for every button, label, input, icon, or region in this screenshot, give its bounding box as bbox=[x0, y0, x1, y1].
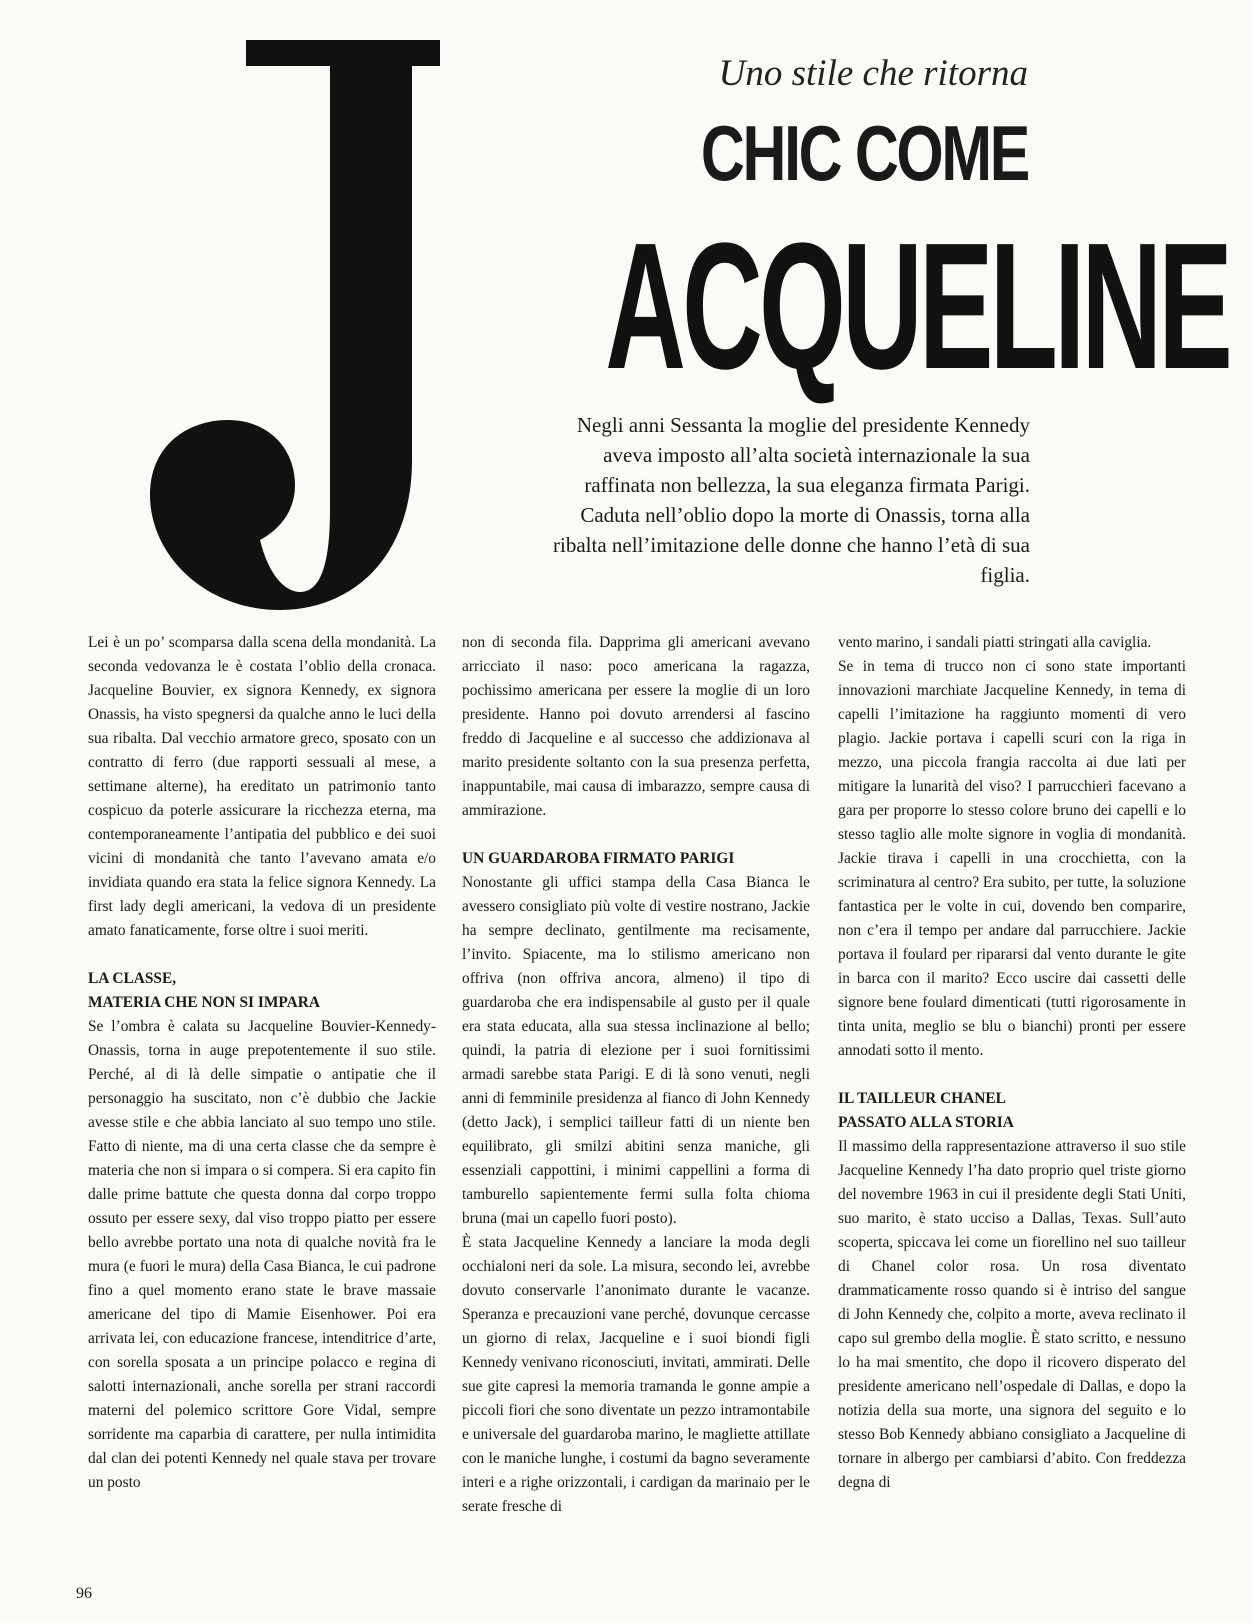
paragraph: Il massimo della rappresentazione attraverso il suo stile Jacqueline Kennedy l’ha dato proprio quel triste giorno del novembre 1963 in cui il presidente degli Stati Uniti, suo marito, è stato ucciso a Dallas, Texas. Sull’auto scoperta, spiccava lei come un fiorellino nel suo tailleur di Chanel color rosa. Un rosa diventato drammaticamente rosso quando si è intriso del sangue di John Kennedy che, colpito a morte, aveva reclinato il capo sul grembo della moglie. È stato scritto, e nessuno lo ha mai smentito, che dopo il ricovero disperato del presidente americano nell’ospedale di Dallas, e dopo la notizia della sua morte, una signora del seguito e lo stesso Bob Kennedy abbiano consigliato a Jacqueline di tornare in albergo per cambiarsi d’abito. Con freddezza degna di bbox=[838, 1138, 1186, 1491]
subheading: UN GUARDAROBA FIRMATO PARIGI bbox=[462, 850, 735, 867]
headline-name: ACQUELINE bbox=[605, 206, 1230, 407]
paragraph: non di seconda fila. Dapprima gli americani avevano arricciato il naso: poco americana la ragazza, pochissimo americana per essere la moglie di un loro presidente. Hanno poi dovuto arrendersi al fascino freddo di Jacqueline e al successo che addizionava al marito presidente soltanto con la sua presenza perfetta, inappuntabile, mai causa di imbarazzo, sempre causa di ammirazione. bbox=[462, 634, 810, 819]
paragraph: Se in tema di trucco non ci sono state importanti innovazioni marchiate Jacqueline Kennedy, in tema di capelli l’imitazione ha raggiunto momenti di vero plagio. Jackie portava i capelli scuri con la riga in mezzo, una piccola frangia raccolta ai due lati per mitigare la lunarità del viso? I parrucchieri facevano a gara per proporre lo stesso colore bruno dei capelli e lo stesso taglio alle molte signore in voglia di mondanità. Jackie tirava i capelli in una crocchietta, con la scriminatura al centro? Era subito, per tutte, la soluzione fantastica per le volte in cui, dovendo ben comparire, non c’era il tempo per andare dal parrucchiere. Jackie portava il foulard per ripararsi dal vento durante le gite in barca con il marito? Ecco uscire dai cassetti delle signore bene foulard dimenticati (tutti rigorosamente in tinta unita, meglio se blu o bianchi) pronti per essere annodati sotto il mento. bbox=[838, 658, 1186, 1059]
deck: Negli anni Sessanta la moglie del presidente Kennedy aveva imposto all’alta società internazionale la sua raffinata non bellezza, la sua eleganza firmata Parigi. Caduta nell’oblio dopo la morte di Onassis, torna alla ribalta nell’imitazione delle donne che hanno l’età di sua figlia. bbox=[553, 413, 1030, 587]
article-column-1 bbox=[88, 631, 436, 1495]
headline: CHIC COME bbox=[700, 109, 1028, 197]
subheading bbox=[88, 967, 436, 1015]
subheading-line: MATERIA CHE NON SI IMPARA bbox=[88, 994, 321, 1011]
paragraph: vento marino, i sandali piatti stringati alla caviglia. bbox=[838, 634, 1152, 651]
initial-letter-j bbox=[150, 40, 450, 610]
paragraph: Se l’ombra è calata su Jacqueline Bouvier-Kennedy-Onassis, torna in auge prepotentemente il suo stile. Perché, al di là delle simpatie o antipatie che il personaggio ha suscitato, non c’è dubbio che Jackie avesse stile e che abbia lanciato al suo tempo uno stile. Fatto di niente, ma di una certa classe che da sempre è materia che non si impara o si compera. Si era capito fin dalle prime battute che questa donna dal corpo troppo ossuto per essere sexy, dal viso troppo piatto per essere bello avrebbe portato una nota di qualche novità fra le mura (e fuori le mura) della Casa Bianca, le cui padrone fino a quel momento erano state le brave massaie americane del tipo di Mamie Eisenhower. Poi era arrivata lei, con educazione francese, intenditrice d’arte, con sorella sposata a un principe polacco e regina di salotti internazionali, anche sorella per strani raccordi materni del polemico scrittore Gore Vidal, sempre sorridente ma caparbia di carattere, per nulla intimidita dal clan dei potenti Kennedy nel quale stava per trovare un posto bbox=[88, 1018, 436, 1491]
page-number: 96 bbox=[76, 1585, 92, 1602]
subheading-line: PASSATO ALLA STORIA bbox=[838, 1114, 1014, 1131]
paragraph: È stata Jacqueline Kennedy a lanciare la moda degli occhialoni neri da sole. La misura, secondo lei, avrebbe dovuto conservarle l’anonimato durante le vacanze. Speranza e precauzioni vane perché, dovunque cercasse un giorno di relax, Jacqueline e i suoi biondi figli Kennedy venivano riconosciuti, invitati, ammirati. Delle sue gite capresi la memoria tramanda le gonne ampie a piccoli fiori che sono diventate un pezzo intramontabile e universale del guardaroba marino, le magliette attillate con le maniche lunghe, i costumi da bagno severamente interi e a righe orizzontali, i cardigan da marinaio per le serate fresche di bbox=[462, 1234, 810, 1515]
subheading-line: IL TAILLEUR CHANEL bbox=[838, 1090, 1006, 1107]
paragraph: Nonostante gli uffici stampa della Casa Bianca le avessero consigliato più volte di vestire nostrano, Jackie ha sempre declinato, gentilmente ma recisamente, l’invito. Spiacente, ma lo stilismo americano non offriva (non offriva ancora, almeno) il tipo di guardaroba che era indispensabile al gusto per il quale era stata educata, alla sua stessa inclinazione al bello; quindi, la patria di elezione per i suoi fornitissimi armadi sarebbe stata Parigi. E di là sono venuti, negli anni di femminile presidenza al fianco di John Kennedy (detto Jack), i semplici tailleur fatti di un niente ben equilibrato, gli smilzi abitini senza maniche, gli essenziali cappottini, i minimi cappellini a forma di tamburello sapientemente fermi sulla folta chioma bruna (mai un capello fuori posto). bbox=[462, 874, 810, 1227]
paragraph: Lei è un po’ scomparsa dalla scena della mondanità. La seconda vedovanza le è costata l’oblio della cronaca. Jacqueline Bouvier, ex signora Kennedy, ex signora Onassis, ha visto spegnersi da qualche anno le luci della sua ribalta. Dal vecchio armatore greco, sposato con un contratto di ferro (due rapporti sessuali al mese, a settimane alterne), ha ereditato un patrimonio tanto cospicuo da poterle assicurare la ricchezza eterna, ma contemporaneamente l’antipatia del pubblico e dei suoi vicini di mondanità che tanto l’avevano amata e/o invidiata quando era stata la felice signora Kennedy. La first lady degli americani, la vedova di un presidente amato fanaticamente, forse oltre i suoi meriti. bbox=[88, 634, 436, 939]
article-column-2 bbox=[462, 631, 810, 1519]
article-column-3 bbox=[838, 631, 1186, 1495]
kicker: Uno stile che ritorna bbox=[718, 53, 1028, 94]
subheading-line: LA CLASSE, bbox=[88, 970, 177, 987]
subheading bbox=[838, 1087, 1186, 1135]
